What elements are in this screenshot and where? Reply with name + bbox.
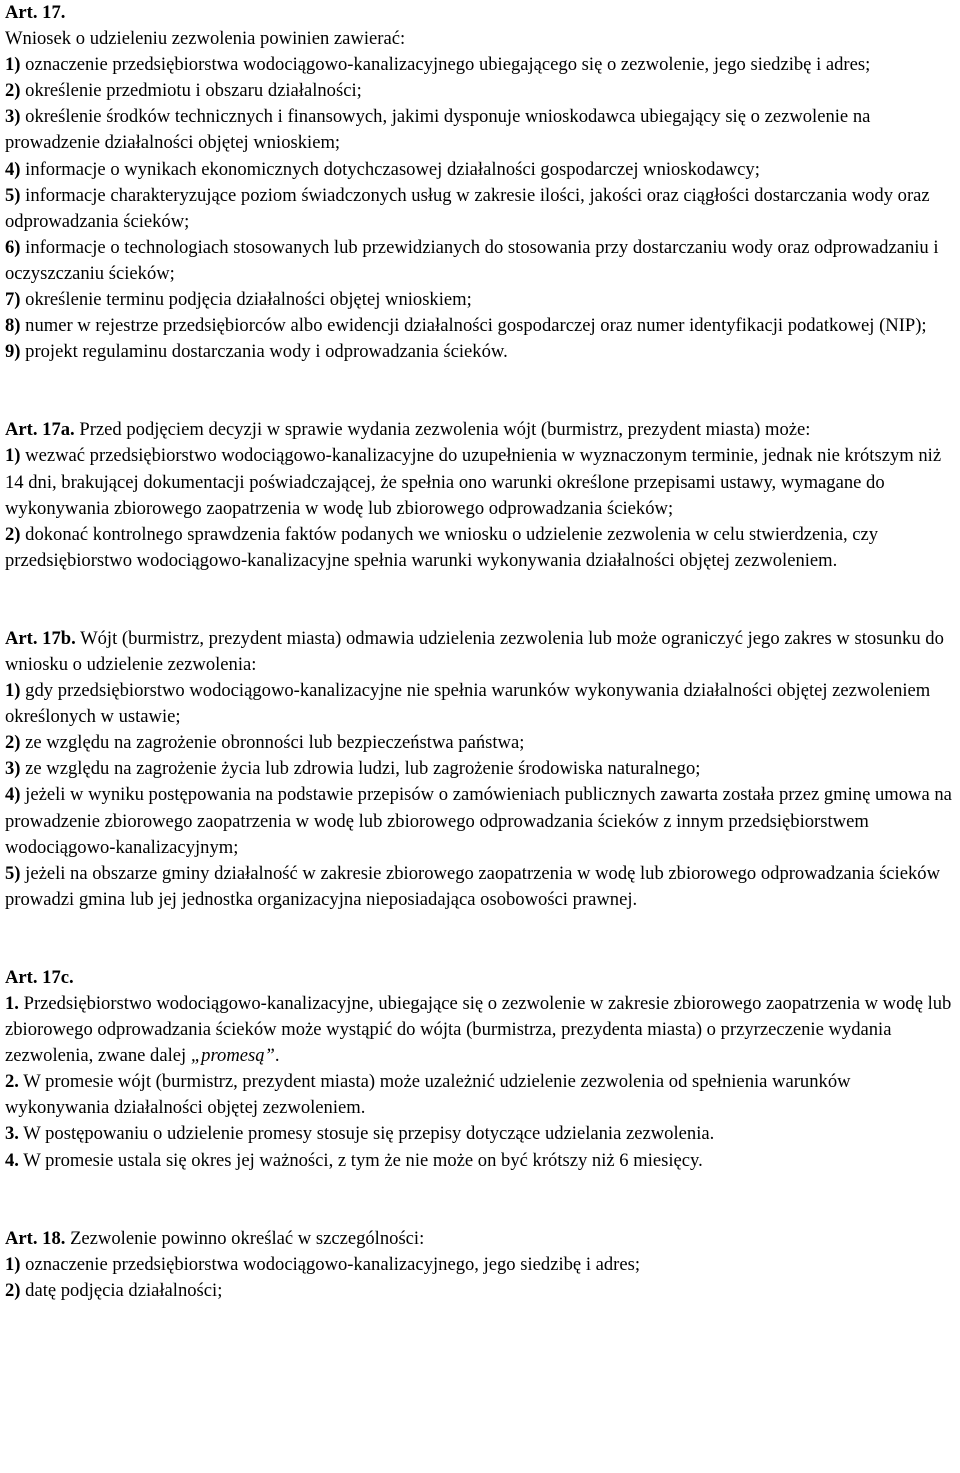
item-number: 1) [5,445,21,467]
item-number: 5) [5,862,21,884]
item-number: 1) [5,680,21,702]
article-intro: Wniosek o udzieleniu zezwolenia powinien zawierać: [5,28,406,50]
item-text: wezwać przedsiębiorstwo wodociągowo-kanalizacyjne do uzupełnienia w wyznaczonym terminie, jednak nie krótszym niż 14 dni, brakującej dokumentacji poświadczającej, że spełnia ono warunki określone przepisami ustawy, wymagane do wykonywania zbiorowego zaopatrzenia w wodę lub zbiorowego odprowadzania ścieków; [5,445,942,519]
list-item [5,1148,956,1174]
article-heading-line [5,0,956,26]
list-item [5,104,956,156]
list-item [5,157,956,183]
article-heading: Art. 18. [5,1227,66,1249]
item-text: oznaczenie przedsiębiorstwa wodociągowo-kanalizacyjnego ubiegającego się o zezwolenie, jego siedzibę i adres; [20,54,871,76]
list-item [5,443,956,521]
item-number: 1) [5,1253,21,1275]
list-item [5,287,956,313]
item-text-tail: . [274,1045,280,1067]
item-text: W postępowaniu o udzielenie promesy stosuje się przepisy dotyczące udzielania zezwolenia. [18,1123,715,1145]
list-item [5,313,956,339]
item-text: oznaczenie przedsiębiorstwa wodociągowo-kanalizacyjnego, jego siedzibę i adres; [20,1253,641,1275]
list-item [5,52,956,78]
item-number: 4) [5,784,21,806]
item-number: 6) [5,236,21,258]
item-text: datę podjęcia działalności; [20,1279,223,1301]
item-text: jeżeli w wyniku postępowania na podstawie przepisów o zamówieniach publicznych zawarta została przez gminę umowa na prowadzenie zbiorowego zaopatrzenia w wodę lub zbiorowego odprowadzania ścieków z innym przedsiębiorstwem wodociągowo-kanalizacyjnym; [5,784,952,858]
article-intro: Wójt (burmistrz, prezydent miasta) odmawia udzielenia zezwolenia lub może ograniczyć jego zakres w stosunku do wniosku o udzielenie zezwolenia: [5,627,944,675]
article-17 [5,0,956,365]
article-heading: Art. 17a. [5,419,75,441]
item-number: 1. [5,993,19,1014]
item-text: projekt regulaminu dostarczania wody i odprowadzania ścieków. [20,341,508,363]
item-text: ze względu na zagrożenie obronności lub bezpieczeństwa państwa; [20,732,525,754]
item-number: 3. [5,1123,19,1145]
item-text: ze względu na zagrożenie życia lub zdrowia ludzi, lub zagrożenie środowiska naturalnego; [20,758,701,780]
list-item [5,861,956,913]
list-item [5,991,956,1069]
list-item [5,339,956,365]
defined-term: „promesą” [190,1045,275,1067]
list-item [5,522,956,574]
item-text: informacje o wynikach ekonomicznych dotychczasowej działalności gospodarczej wnioskodawcy; [20,158,760,180]
item-number: 7) [5,289,21,311]
article-heading-line [5,1226,956,1252]
article-intro: Zezwolenie powinno określać w szczególności: [65,1227,425,1249]
item-text: informacje o technologiach stosowanych lub przewidzianych do stosowania przy dostarczaniu wody oraz odprowadzaniu i oczyszczaniu ścieków; [5,236,939,284]
item-text: określenie terminu podjęcia działalności objętej wnioskiem; [20,289,472,311]
list-item [5,1252,956,1278]
list-item [5,782,956,860]
item-number: 5) [5,184,21,206]
article-17c [5,965,956,1174]
list-item [5,730,956,756]
item-text: określenie środków technicznych i finansowych, jakimi dysponuje wnioskodawca ubiegający się o zezwolenie na prowadzenie działalności objętej wnioskiem; [5,106,871,154]
article-heading-line [5,626,956,678]
article-heading-line [5,965,956,991]
item-text: gdy przedsiębiorstwo wodociągowo-kanalizacyjne nie spełnia warunków wykonywania działalności objętej zezwoleniem określonych w ustawie; [5,680,931,728]
item-number: 2. [5,1071,19,1093]
item-number: 2) [5,523,21,545]
item-number: 4) [5,158,21,180]
item-number: 2) [5,80,21,102]
item-number: 4. [5,1149,19,1171]
item-number: 8) [5,315,21,337]
article-intro: Przed podjęciem decyzji w sprawie wydania zezwolenia wójt (burmistrz, prezydent miasta) może: [74,419,811,441]
item-number: 1) [5,54,21,76]
article-heading-line [5,417,956,443]
article-heading: Art. 17c. [5,966,74,988]
list-item [5,756,956,782]
list-item [5,183,956,235]
list-item [5,1069,956,1121]
article-18 [5,1226,956,1304]
item-number: 9) [5,341,21,363]
list-item [5,235,956,287]
article-heading: Art. 17. [5,2,66,23]
item-text: określenie przedmiotu i obszaru działalności; [20,80,362,102]
article-heading: Art. 17b. [5,627,76,649]
item-number: 2) [5,1279,21,1301]
list-item [5,1278,956,1304]
item-number: 3) [5,106,21,128]
article-17a [5,417,956,574]
article-17b [5,626,956,913]
list-item [5,1121,956,1147]
item-text: jeżeli na obszarze gminy działalność w zakresie zbiorowego zaopatrzenia w wodę lub zbiorowego odprowadzania ścieków prowadzi gmina lub jej jednostka organizacyjna nieposiadająca osobowości prawnej. [5,862,941,910]
item-text: informacje charakteryzujące poziom świadczonych usług w zakresie ilości, jakości oraz ciągłości dostarczania wody oraz odprowadzania ścieków; [5,184,930,232]
item-text: Przedsiębiorstwo wodociągowo-kanalizacyjne, ubiegające się o zezwolenie w zakresie zbiorowego zaopatrzenia w wodę lub zbiorowego odprowadzania ścieków może wystąpić do wójta (burmistrza, prezydenta miasta) o przyrzeczenie wydania zezwolenia, zwane dalej [5,993,952,1067]
list-item [5,678,956,730]
item-number: 2) [5,732,21,754]
item-text: dokonać kontrolnego sprawdzenia faktów podanych we wniosku o udzielenie zezwolenia w celu stwierdzenia, czy przedsiębiorstwo wodociągowo-kanalizacyjne spełnia warunki wykonywania działalności objętej zezwoleniem. [5,523,879,571]
list-item [5,78,956,104]
item-text: W promesie wójt (burmistrz, prezydent miasta) może uzależnić udzielenie zezwolenia od spełnienia warunków wykonywania działalności objętej zezwoleniem. [5,1071,851,1119]
item-text: W promesie ustala się okres jej ważności, z tym że nie może on być krótszy niż 6 miesięcy. [18,1149,703,1171]
item-number: 3) [5,758,21,780]
item-text: numer w rejestrze przedsiębiorców albo ewidencji działalności gospodarczej oraz numer identyfikacji podatkowej (NIP); [20,315,927,337]
